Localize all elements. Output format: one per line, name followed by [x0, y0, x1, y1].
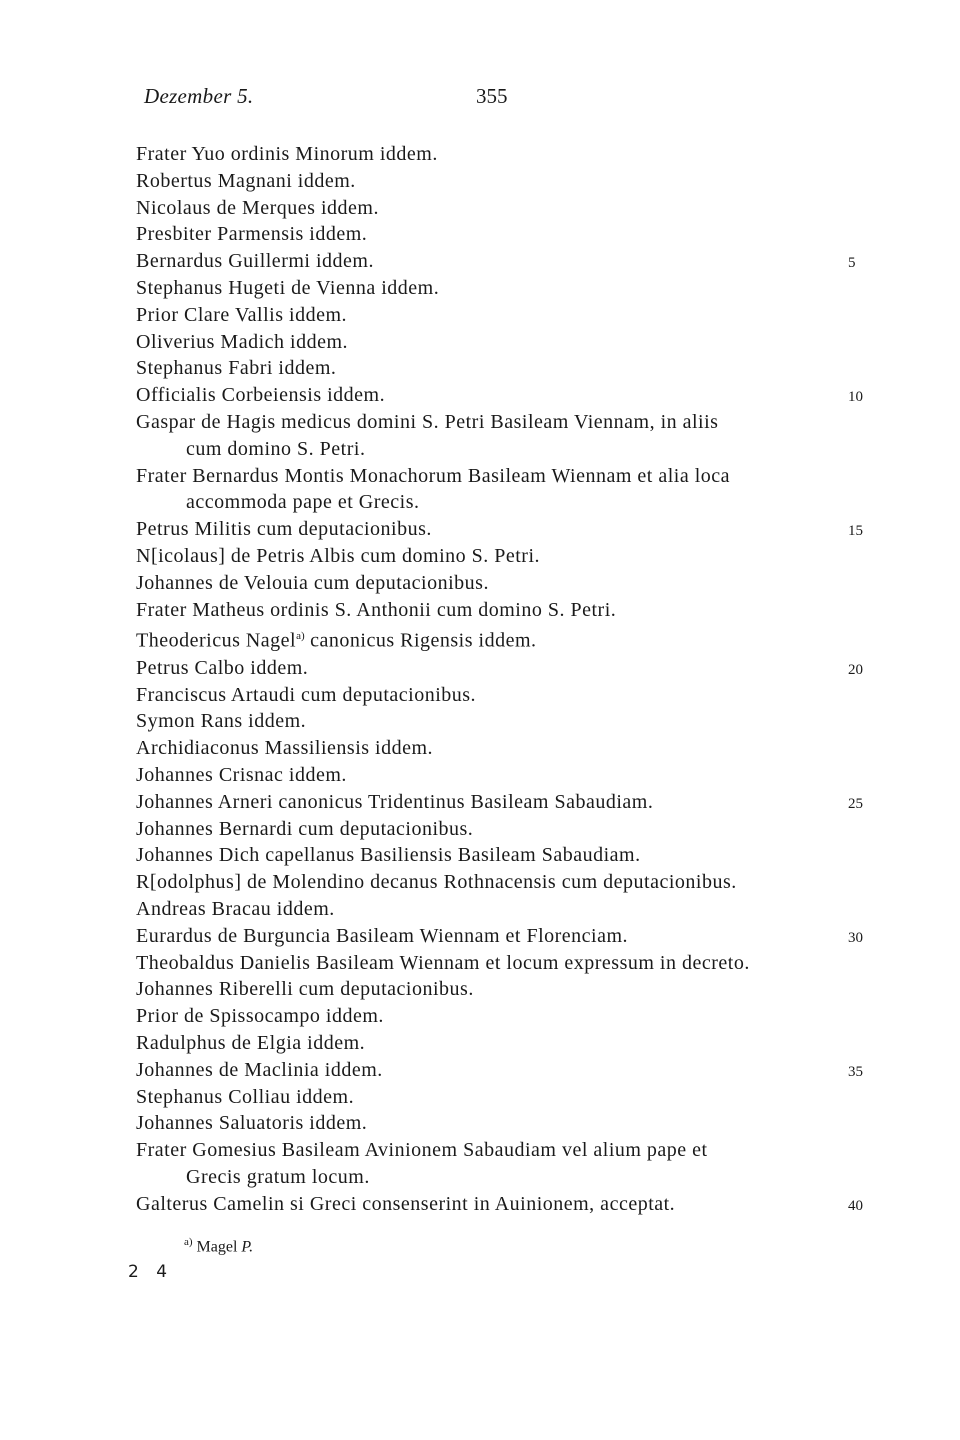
entry-line: Galterus Camelin si Greci consenserint in Auinionem, acceptat.: [136, 1192, 676, 1215]
line-number: 25: [848, 795, 863, 812]
entry: [0, 735, 960, 762]
entry-line: Johannes Crisnac iddem.: [136, 763, 347, 786]
entry-line: Theodericus Nagel$^{a)}$ canonicus Rigensis iddem.: [136, 630, 537, 652]
entry-line: R[odolphus] de Molendino decanus Rothnacensis cum deputacionibus.: [136, 871, 737, 894]
entry-line: Theobaldus Danielis Basileam Wiennam et locum expressum in decreto.: [136, 951, 750, 974]
entry-line: Nicolaus de Merques iddem.: [136, 196, 379, 219]
entry-line: Bernardus Guillermi iddem.: [136, 250, 374, 273]
entry: [0, 762, 960, 789]
entry-line: Franciscus Artaudi cum deputacionibus.: [136, 683, 477, 706]
entry-line: Prior Clare Vallis iddem.: [136, 303, 347, 326]
entry: [0, 409, 960, 463]
entry: [0, 682, 960, 709]
entry-line: Frater Yuo ordinis Minorum iddem.: [136, 143, 438, 165]
footnote-mark: a): [184, 1236, 193, 1248]
entry-line: Radulphus de Elgia iddem.: [136, 1031, 366, 1054]
entry-line: Johannes Dich capellanus Basiliensis Basileam Sabaudiam.: [136, 844, 641, 867]
entry-line: Oliverius Madich iddem.: [136, 330, 349, 353]
entry: [0, 382, 960, 409]
entry: [0, 789, 960, 816]
entry-list: [0, 141, 960, 1218]
entry-line: Frater Matheus ordinis S. Anthonii cum domino S. Petri.: [136, 598, 617, 621]
footnote-text: Magel: [196, 1238, 238, 1256]
entry: [0, 896, 960, 923]
entry: [0, 275, 960, 302]
entry: [0, 708, 960, 735]
entry: [0, 816, 960, 843]
entry-line: Andreas Bracau iddem.: [136, 897, 335, 920]
entry-line: Symon Rans iddem.: [136, 710, 307, 733]
entry-line: Eurardus de Burguncia Basileam Wiennam et Florenciam.: [136, 924, 629, 947]
entry: [0, 1191, 960, 1218]
line-number: 10: [848, 389, 863, 406]
entry: [0, 516, 960, 543]
entry-line: Stephanus Fabri iddem.: [136, 357, 337, 380]
entry-line: Robertus Magnani iddem.: [136, 169, 356, 192]
entry: [0, 355, 960, 382]
entry-continuation-line: Grecis gratum locum.: [186, 1165, 370, 1188]
line-number: 20: [848, 661, 863, 678]
entry-line: Stephanus Hugeti de Vienna iddem.: [136, 276, 440, 299]
entry-line: Petrus Militis cum deputacionibus.: [136, 518, 432, 541]
entry: [0, 570, 960, 597]
entry: [0, 976, 960, 1003]
page-number: 355: [476, 84, 508, 108]
running-title: Dezember 5.: [144, 84, 254, 108]
line-number: 15: [848, 523, 863, 540]
footnote: [184, 1236, 253, 1256]
entry-line: Frater Gomesius Basileam Avinionem Sabaudiam vel alium pape et: [136, 1139, 708, 1162]
entry: [0, 302, 960, 329]
sheet-mark: 2 4: [128, 1262, 174, 1282]
entry: [0, 950, 960, 977]
line-number: 5: [848, 255, 856, 272]
entry: [0, 842, 960, 869]
line-number: 35: [848, 1063, 863, 1080]
entry-line: Archidiaconus Massiliensis iddem.: [136, 737, 434, 760]
entry-line: Presbiter Parmensis iddem.: [136, 223, 368, 246]
entry-line: Gaspar de Hagis medicus domini S. Petri Basileam Viennam, in aliis: [136, 410, 719, 433]
entry: [0, 869, 960, 896]
entry-line: Johannes de Velouia cum deputacionibus.: [136, 571, 489, 594]
entry-continuation-line: accommoda pape et Grecis.: [186, 491, 420, 514]
entry-line: N[icolaus] de Petris Albis cum domino S. Petri.: [136, 544, 541, 567]
entry: [0, 329, 960, 356]
entry: [0, 923, 960, 950]
entry-line: Officialis Corbeiensis iddem.: [136, 384, 386, 407]
entry: [0, 1003, 960, 1030]
entry: [0, 623, 960, 654]
entry: [0, 168, 960, 195]
footnote-ref: a): [296, 630, 305, 643]
entry: [0, 248, 960, 275]
line-number: 40: [848, 1197, 863, 1214]
entry-line: Johannes Saluatoris iddem.: [136, 1112, 368, 1135]
entry: [0, 1084, 960, 1111]
entry: [0, 1057, 960, 1084]
entry-line: Johannes Arneri canonicus Tridentinus Basileam Sabaudiam.: [136, 790, 654, 813]
entry: [0, 463, 960, 517]
entry-line: Johannes Bernardi cum deputacionibus.: [136, 817, 474, 840]
entry-line: Johannes de Maclinia iddem.: [136, 1058, 383, 1081]
entry: [0, 1030, 960, 1057]
footnote-siglum: P.: [241, 1238, 254, 1256]
entry-line: Petrus Calbo iddem.: [136, 656, 309, 679]
entry-line: Prior de Spissocampo iddem.: [136, 1005, 384, 1028]
entry-line: Johannes Riberelli cum deputacionibus.: [136, 978, 474, 1001]
entry: [0, 1110, 960, 1137]
entry-continuation-line: cum domino S. Petri.: [186, 437, 366, 460]
page-header: [0, 84, 960, 120]
entry: [0, 655, 960, 682]
entry: [0, 221, 960, 248]
entry: [0, 1137, 960, 1191]
entry-line: Stephanus Colliau iddem.: [136, 1085, 355, 1108]
line-number: 30: [848, 929, 863, 946]
entry: [0, 141, 960, 168]
entry: [0, 543, 960, 570]
entry: [0, 195, 960, 222]
entry-line: Frater Bernardus Montis Monachorum Basileam Wiennam et alia loca: [136, 464, 731, 487]
entry: [0, 597, 960, 624]
